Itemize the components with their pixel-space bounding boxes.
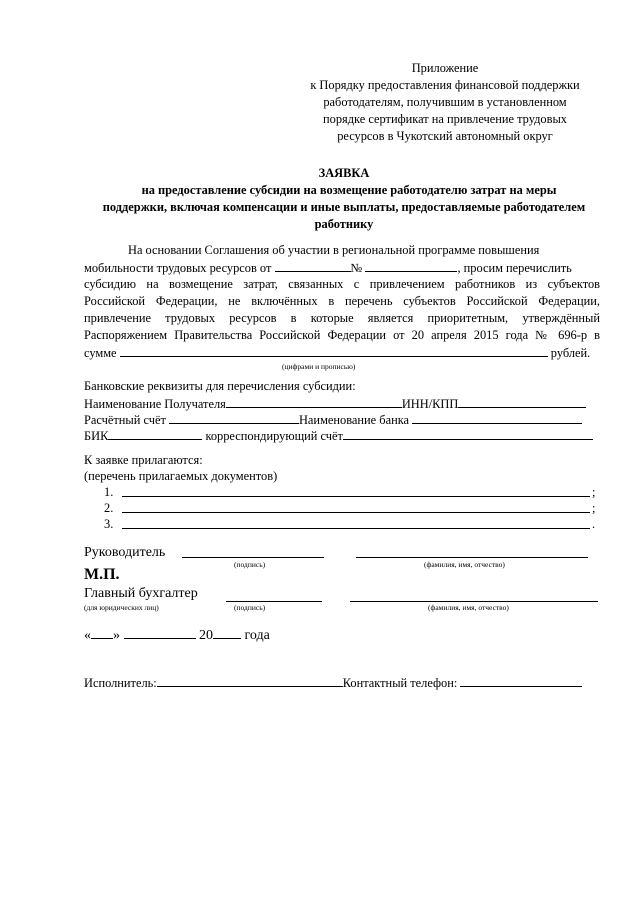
appendix-line: порядке сертификат на привлечение трудовых [323,112,567,126]
head-signature-field[interactable] [182,556,324,558]
body-line: субсидию на возмещение затрат, связанных с привлечением работников из субъектов [84,277,600,291]
title-line: работнику [314,217,374,231]
agreement-date-field[interactable] [275,259,351,272]
body-line [128,242,600,258]
bank-name-field[interactable] [412,411,582,424]
account-label: Расчётный счёт [84,413,166,427]
attachment-field[interactable] [122,511,590,513]
attachments-heading: К заявке прилагаются: [84,453,203,467]
date-month-field[interactable] [124,626,196,639]
inn-field[interactable] [458,395,586,408]
bik-field[interactable] [108,427,202,440]
number-sign: № [350,261,363,275]
attachment-item [104,516,113,532]
appendix-line: к Порядку предоставления финансовой поддержки [310,78,580,92]
title-line: поддержки, включая компенсации и иные выплаты, предоставляемые работодателем [102,200,586,214]
bank-line [84,427,593,444]
phone-label: Контактный телефон: [342,676,458,690]
appendix-line: Приложение [411,61,479,75]
attachment-number: 2. [104,501,114,515]
recipient-field[interactable] [226,395,402,408]
body-line: Российской Федерации, не включённых в перечень субъектов Российской Федерации, [84,294,600,308]
date-quote: « [84,628,91,643]
name-hint: (фамилия, имя, отчество) [428,603,509,612]
appendix-line: работодателям, получившим в установленном [323,95,567,109]
executor-label: Исполнитель: [84,676,157,690]
sum-line [84,344,590,361]
body-text: мобильности трудовых ресурсов от [84,261,272,275]
phone-field[interactable] [460,674,582,687]
name-hint: (фамилия, имя, отчество) [424,560,505,569]
head-name-field[interactable] [356,556,588,558]
legal-entity-hint: (для юридических лиц) [84,603,159,612]
attachment-field[interactable] [122,527,590,529]
accountant-name-field[interactable] [350,600,598,602]
attachment-end: ; [592,485,596,499]
attachment-number: 3. [104,517,114,531]
date-suffix: года [244,628,270,643]
accountant-signature-field[interactable] [226,600,322,602]
date-year-prefix: 20 [199,628,213,643]
inn-label: ИНН/КПП [401,397,459,411]
title-heading: ЗАЯВКА [318,166,370,180]
date-day-field[interactable] [91,626,113,639]
attachment-item [104,484,113,500]
body-line: привлечение трудовых ресурсов в которые является приоритетным, утверждённый [84,311,600,325]
attachment-end: ; [592,501,596,515]
bank-line [84,411,582,428]
sum-field[interactable] [120,344,548,357]
document-title [84,165,604,233]
bank-line [84,395,586,412]
recipient-label: Наименование Получателя [84,397,226,411]
sum-hint: (цифрами и прописью) [282,362,356,371]
attachments-subheading: (перечень прилагаемых документов) [84,469,278,483]
date-line [84,626,270,644]
bank-name-label: Наименование банка [298,413,410,427]
accountant-label: Главный бухгалтер [84,586,198,601]
head-label: Руководитель [84,545,166,560]
signature-hint: (подпись) [234,560,266,569]
date-year-field[interactable] [213,626,241,639]
corr-account-label: корреспондирующий счёт [205,429,343,443]
attachment-field[interactable] [122,495,590,497]
agreement-number-field[interactable] [365,259,457,272]
bank-heading: Банковские реквизиты для перечисления субсидии: [84,379,356,393]
body-line [84,259,572,276]
account-field[interactable] [169,411,299,424]
corr-account-field[interactable] [343,427,593,440]
attachment-end: . [592,517,596,531]
bik-label: БИК [84,429,109,443]
signature-hint: (подпись) [234,603,266,612]
attachment-number: 1. [104,485,114,499]
executor-field[interactable] [157,674,343,687]
footer-line [84,674,582,691]
body-text: , просим перечислить [457,261,572,275]
appendix-header [300,60,590,145]
stamp-place-label: М.П. [84,566,120,583]
attachment-item [104,500,113,516]
sum-unit: рублей. [550,346,591,360]
sum-label: сумме [84,346,117,360]
body-text: На основании Соглашения об участии в региональной программе повышения [128,243,540,257]
title-line: на предоставление субсидии на возмещение работодателю затрат на меры [141,183,557,197]
date-quote: » [113,628,120,643]
body-line: Распоряжением Правительства Российской Федерации от 20 апреля 2015 года № 696-р в [84,328,600,342]
appendix-line: ресурсов в Чукотский автономный округ [337,129,553,143]
